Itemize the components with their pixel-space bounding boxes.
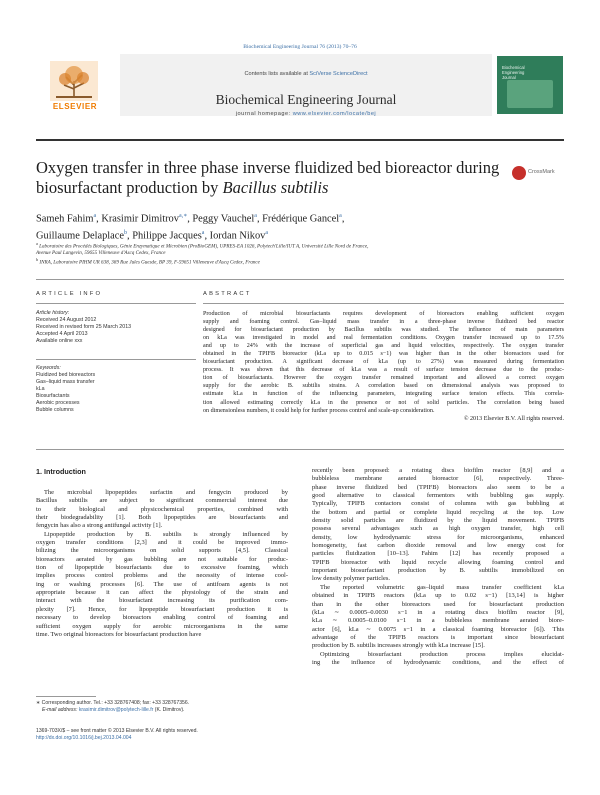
abstract-line: tion allowed estimating correctly kLa in the presence or not of solid particles. The correlation being based: [203, 399, 564, 406]
body-text-line: bioreactors aerated by gas bubbling are not suitable for produc-: [36, 555, 288, 563]
body-text-line: to their biological and physicochemical properties, combined with: [36, 505, 288, 513]
author-sup[interactable]: a: [93, 213, 97, 219]
body-text-line: necessary to develop bioreactors enabling control of foaming and: [36, 614, 288, 622]
body-text-line: bilizing the microorganisms on solid supports [4,5]. Classical: [36, 547, 288, 555]
abstract-line: supply and foaming control. Gas–liquid mass transfer in a three-phase inverse fluidized bed reactor: [203, 319, 564, 326]
author-sup[interactable]: a: [201, 230, 205, 237]
author-list: [36, 209, 564, 244]
body-text-line: implies process control problems and the necessity of intense cool-: [36, 572, 288, 580]
abstract-line: designed for biosurfactant production by Bacillus subtilis was studied. The influence of main parameters: [203, 327, 564, 334]
affil-a-line-2: Avenue Paul Langevin, 59655 Villeneuve d'Ascq Cedex, France: [36, 250, 166, 257]
title-line-1: Oxygen transfer in three phase inverse fluidized bed bioreactor during: [36, 158, 500, 177]
abstract-line: supply for the aerobic B. subtilis strains. A correlation based on dimensional analysis was proposed to: [203, 383, 564, 390]
journal-citation-link[interactable]: Biochemical Engineering Journal 76 (2013) 70–76: [243, 44, 357, 50]
abstract-heading: ABSTRACT: [203, 291, 252, 297]
email-note: [36, 707, 288, 714]
keywords-rule: [36, 359, 196, 360]
author-name[interactable]: Krasimir Dimitrov: [101, 213, 179, 225]
elsevier-tree-icon: [50, 61, 98, 101]
crossmark-badge[interactable]: [512, 165, 555, 187]
affil-a-sup: a: [36, 241, 38, 246]
affil-a-line-1: Laboratoire des Procédés Biologiques, Génie Enzymatique et Microbien (ProBioGEM), UPRES-EA 1026, Polytech'Lille/IUT A, Université Lille Nord de France,: [39, 243, 369, 250]
author-name[interactable]: Sameh Fahim: [36, 213, 94, 225]
body-text-line: fengycin has also a strong antifungal activity [1].: [36, 522, 163, 530]
body-text-line: actor [6], kLa ∼ 0.0075 s−1 in a classical foaming bioreactor [6]). This: [312, 625, 564, 633]
history-item: Received 24 August 2012: [36, 317, 97, 323]
body-text-line: time. Two original bioreactors for biosurfactant production have: [36, 630, 202, 638]
abstract-rule: [203, 303, 564, 304]
journal-cover-thumbnail: [497, 56, 563, 114]
keyword-item: kLa: [36, 386, 45, 392]
body-text-line: tion of lipopeptide biosurfactants due to excessive foaming, which: [36, 564, 288, 572]
body-text-line: Bacillus subtilis are subject to significant commercial interest due: [36, 497, 288, 505]
keyword-item: Bubble columns: [36, 407, 74, 413]
doi-link[interactable]: http://dx.doi.org/10.1016/j.bej.2013.04.004: [36, 734, 132, 741]
intro-right-column: [312, 467, 564, 667]
affil-b-line-1: INRA, Laboratoire PIHM UR 638, 369 Rue Jules Guesde, BP 39, F-59651 Villeneuve d'Ascq Cedex, France: [39, 259, 260, 266]
body-text-line: important biosurfactant production by B. subtilis immobilized on: [312, 567, 564, 575]
author-name[interactable]: Frédérique Gancel: [262, 213, 340, 225]
header-divider: [36, 139, 564, 141]
crossmark-label: CrossMark: [528, 169, 555, 175]
email-label: E-mail address:: [42, 706, 79, 713]
body-text-line: possess several advantages such as high oxygen transfer, high cell: [312, 525, 564, 533]
body-text-line: (kLa ∼ 0.0005–0.0030 s−1 in a rotating discs biofilm reactor [9],: [312, 608, 564, 616]
body-text-line: density solid particles are fluidized by the liquid movement. TPIFB: [312, 517, 564, 525]
body-text-line: bubbleless membrane aerated bioreactor [6], respectively. Three-: [312, 475, 564, 483]
introduction-heading: 1. Introduction: [36, 467, 86, 476]
abstract-line: biosurfactant production. A significant decrease of kLa (up to 27%) was measured during fermentation: [203, 359, 564, 366]
footnote-rule: [36, 696, 96, 697]
keywords: [36, 365, 162, 414]
body-text-line: than in the other bioreactors used for biosurfactant production: [312, 600, 564, 608]
body-text-line: Typically, TPIFB contactors consist of columns with gas bubbling at: [312, 500, 564, 508]
body-text-line: interact with the biosurfactant increasing its purification com-: [36, 597, 288, 605]
journal-header: [120, 54, 492, 116]
article-history: [36, 310, 162, 345]
author-sup[interactable]: a,∗: [178, 213, 188, 219]
author-sup[interactable]: a: [254, 213, 257, 219]
cover-title-2: Engineering: [502, 70, 525, 75]
author-sup[interactable]: a: [265, 230, 269, 237]
affiliation-b: [36, 257, 564, 266]
body-text-line: The reported volumetric gas–liquid mass transfer coefficient kLa: [320, 583, 564, 591]
sciencedirect-link[interactable]: SciVerse ScienceDirect: [309, 71, 368, 77]
email-suffix: (K. Dimitrov).: [153, 706, 185, 713]
abstract-line: estimate kLa in function of the influencing parameters, integrating surface tension effects. This correla-: [203, 391, 564, 398]
body-text-line: recently been proposed: a rotating discs biofilm reactor [8,9] and a: [312, 467, 564, 474]
author-name[interactable]: Guillaume Delaplace: [36, 230, 124, 242]
body-text-line: kLa ∼ 0.0005–0.0100 s−1 in a bubbleless membrane aerated biore-: [312, 617, 564, 625]
abstract-line: Production of microbial biosurfactants requires development of bioreactors enabling sufficient oxygen: [203, 311, 564, 317]
keywords-label: Keywords:: [36, 365, 61, 371]
article-info-heading: ARTICLE INFO: [36, 291, 103, 297]
body-text-line: ing the influence of hydrodynamic conditions, and the effect of: [312, 658, 564, 666]
copyright-notice: © 2013 Elsevier B.V. All rights reserved.: [463, 415, 564, 422]
article-title: [36, 158, 536, 198]
elsevier-logo: [36, 55, 114, 115]
body-text-line: oxygen transfer conditions [2,3] and it could be improved immo-: [36, 539, 288, 547]
author-email-link[interactable]: krasimir.dimitrov@polytech-lille.fr: [78, 706, 154, 713]
abstract-body: [203, 310, 564, 423]
author-sup[interactable]: a: [339, 213, 342, 219]
body-text-line: The microbial lipopeptides surfactin and fengycin produced by: [44, 489, 288, 496]
keyword-item: Biosurfactants: [36, 393, 70, 399]
history-item: Accepted 4 April 2013: [36, 331, 88, 337]
journal-name: Biochemical Engineering Journal: [215, 92, 397, 107]
article-info-rule: [36, 303, 196, 304]
title-line-2: biosurfactant production by: [36, 178, 223, 197]
body-text-line: plexity [7]. Hence, for lipopeptide biosurfactant production it is: [36, 605, 288, 613]
footnotes: [36, 700, 288, 713]
author-sup[interactable]: b: [124, 230, 127, 237]
cover-image: [507, 80, 553, 108]
crossmark-icon: [512, 166, 526, 180]
author-name[interactable]: Peggy Vauchel: [192, 213, 255, 225]
history-label: Article history:: [36, 310, 70, 316]
contents-prefix: Contents lists available at: [244, 71, 310, 77]
intro-left-column: [36, 489, 288, 639]
issn-line: 1369-703X/$ – see front matter © 2013 Elsevier B.V. All rights reserved.: [36, 728, 198, 734]
abstract-line: on kLa was investigated in model and real fermentation conditions. Oxygen transfer increased up to 17.5%: [203, 335, 564, 342]
history-item: Available online xxx: [36, 338, 83, 344]
body-text-line: phase inverse fluidized bed (TPIFB) bioreactors also seem to be a: [312, 483, 564, 491]
journal-homepage: [120, 111, 492, 117]
body-text-line: their biodegradability [1]. Both lipopeptides are biosurfactants and: [36, 514, 288, 522]
cover-title: [502, 65, 525, 80]
authors-line-1: Sameh Fahim$^a$, Krasimir Dimitrov$^{a,∗}$, Peggy Vauchel$^a$, Frédérique Gancel$^a$,: [36, 213, 345, 225]
corresponding-author-note: ∗ Corresponding author. Tel.: +33 328767408; fax: +33 328767356.: [36, 700, 190, 706]
body-text-line: advantage of the TPIFB reactors is important since biosurfactant: [312, 633, 564, 641]
body-text-line: obtained in TPIFB reactors (kLa up to 0.02 s−1) [13,14] is higher: [312, 592, 564, 600]
history-item: Received in revised form 25 March 2013: [36, 324, 132, 330]
abstract-line: on dimensionless numbers, it could help for further process control and scale-up consideration.: [203, 407, 435, 414]
title-species: Bacillus subtilis: [222, 178, 329, 197]
body-text-line: sufficient oxygen supply for aerobic microorganisms in the same: [36, 622, 288, 630]
authors-line-2: Guillaume Delaplace$^b$, Philippe Jacques$^a$, Iordan Nikov$^a$: [36, 230, 269, 242]
contents-line: [120, 71, 492, 77]
publication-info: [36, 728, 336, 741]
abstract-line: process. It was shown that this decrease of kLa was a result of surface tension decrease due to the produc-: [203, 367, 564, 374]
abstract-line: and up to 24% with the increase of superficial gas and liquid velocities, respectively. The oxygen transfer: [203, 343, 564, 350]
body-text-line: good alternative to classical fermentors with bubbling gas supply.: [312, 492, 564, 500]
body-text-line: density, low hydrodynamic stress for microorganisms, enhanced: [312, 533, 564, 541]
homepage-prefix: journal homepage:: [235, 111, 293, 117]
elsevier-wordmark: ELSEVIER: [52, 102, 98, 111]
body-text-line: Optimizing biosurfactant production process implies elucidat-: [320, 650, 564, 658]
abstract-line: tion of biosurfactants. However the oxygen transfer remained important and allowed a correct oxygen: [203, 375, 564, 382]
body-text-line: low density polymer particles.: [312, 575, 390, 583]
body-text-line: Lipopeptide production by B. subtilis is strongly influenced by: [44, 530, 288, 538]
body-text-line: particles fluidization [10–13]. Fahim [12] has recently proposed a: [312, 550, 564, 558]
affil-b-sup: b: [36, 257, 39, 262]
affiliation-a: [36, 241, 564, 257]
abstract-bottom-rule: [36, 449, 564, 450]
body-text-line: ing or washing processes [6]. The use of antifoam agents is not: [36, 580, 288, 588]
body-text-line: production by B. subtilis increases strongly with kLa increase [15].: [312, 642, 485, 650]
abstract-line: obtained in the TPIFB bioreactor (kLa up to 0.015 s−1) was higher than in the other bioreactors used for: [203, 351, 564, 358]
homepage-link[interactable]: www.elsevier.com/locate/bej: [292, 111, 377, 117]
keyword-item: Aerobic processes: [36, 400, 80, 406]
cover-title-3: Journal: [502, 75, 516, 80]
cover-title-1: Biochemical: [502, 65, 525, 70]
body-text-line: the bottom and partial or complete liquid recycling at the top. Low: [312, 508, 564, 516]
keyword-item: Gas–liquid mass transfer: [36, 379, 95, 385]
author-name[interactable]: Philippe Jacques: [132, 230, 202, 242]
affiliation-divider: [36, 279, 564, 280]
author-name[interactable]: Iordan Nikov: [209, 230, 266, 242]
body-text-line: homogeneity, fast carbon dioxide removal and low energy cost for: [312, 542, 564, 550]
body-text-line: TPIFB bioreactor with liquid recycle allowing foaming control and: [312, 558, 564, 566]
body-text-line: appropriate because it can affect the physiology of the strain and: [36, 589, 288, 597]
keyword-item: Fluidized bed bioreactors: [36, 372, 96, 378]
